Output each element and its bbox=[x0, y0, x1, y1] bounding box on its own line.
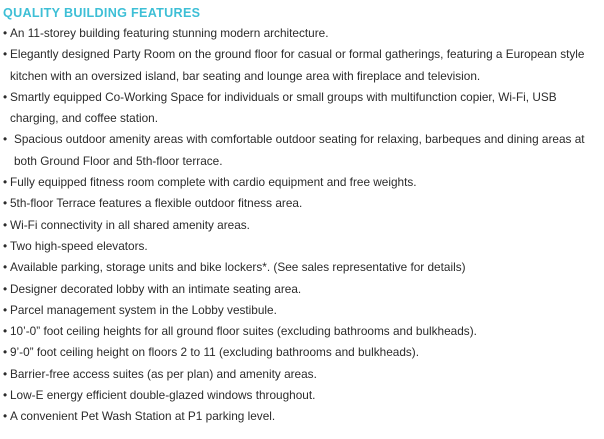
feature-text: Barrier-free access suites (as per plan) and amenity areas. bbox=[10, 366, 317, 381]
feature-item bbox=[3, 364, 601, 385]
feature-text: 10’-0” foot ceiling heights for all ground floor suites (excluding bathrooms and bulkheads). bbox=[10, 324, 477, 339]
bullet-icon: • bbox=[3, 196, 8, 211]
feature-text: Parcel management system in the Lobby vestibule. bbox=[10, 302, 277, 317]
bullet-icon: • bbox=[3, 132, 8, 147]
feature-item bbox=[3, 23, 601, 44]
feature-text: Available parking, storage units and bike lockers*. (See sales representative for details) bbox=[10, 260, 466, 275]
feature-item bbox=[3, 321, 601, 342]
feature-item bbox=[3, 257, 601, 278]
feature-item bbox=[3, 300, 601, 321]
bullet-icon: • bbox=[3, 89, 8, 104]
feature-text: Two high-speed elevators. bbox=[10, 238, 148, 253]
feature-text: 9’-0” foot ceiling height on floors 2 to 11 (excluding bathrooms and bulkheads). bbox=[10, 345, 419, 360]
bullet-icon: • bbox=[3, 345, 8, 360]
bullet-icon: • bbox=[3, 409, 8, 424]
feature-item bbox=[3, 279, 601, 300]
bullet-icon: • bbox=[3, 324, 8, 339]
bullet-icon: • bbox=[3, 238, 8, 253]
bullet-icon: • bbox=[3, 366, 8, 381]
bullet-icon: • bbox=[3, 302, 8, 317]
feature-item bbox=[3, 385, 601, 406]
feature-item bbox=[3, 342, 601, 363]
bullet-icon: • bbox=[3, 260, 8, 275]
feature-item bbox=[3, 44, 601, 87]
feature-item bbox=[3, 193, 601, 214]
feature-item bbox=[3, 87, 601, 130]
bullet-icon: • bbox=[3, 388, 8, 403]
feature-item bbox=[3, 236, 601, 257]
feature-text: Spacious outdoor amenity areas with comfortable outdoor seating for relaxing, barbeques and dining areas at both Ground Floor and 5th-floor terrace. bbox=[14, 132, 585, 168]
feature-text: 5th-floor Terrace features a flexible outdoor fitness area. bbox=[10, 196, 303, 211]
feature-text: Elegantly designed Party Room on the ground floor for casual or formal gatherings, featuring a European style kitchen with an oversized island, bar seating and lounge area with fireplace and television. bbox=[10, 47, 585, 83]
feature-text: Low-E energy efficient double-glazed windows throughout. bbox=[10, 388, 316, 403]
feature-item bbox=[3, 129, 601, 172]
bullet-icon: • bbox=[3, 217, 8, 232]
feature-text: A convenient Pet Wash Station at P1 parking level. bbox=[10, 409, 276, 424]
feature-item bbox=[3, 172, 601, 193]
features-section bbox=[3, 4, 601, 428]
feature-item bbox=[3, 215, 601, 236]
feature-text: An 11-storey building featuring stunning modern architecture. bbox=[10, 26, 329, 40]
feature-text: Designer decorated lobby with an intimate seating area. bbox=[10, 281, 302, 296]
bullet-icon: • bbox=[3, 281, 8, 296]
section-title: QUALITY BUILDING FEATURES bbox=[3, 6, 201, 20]
bullet-icon: • bbox=[3, 47, 8, 62]
feature-text: Smartly equipped Co-Working Space for individuals or small groups with multifunction copier, Wi-Fi, USB charging, and coffee station. bbox=[10, 89, 557, 126]
features-list bbox=[3, 23, 601, 428]
feature-text: Fully equipped fitness room complete with cardio equipment and free weights. bbox=[10, 175, 417, 190]
bullet-icon: • bbox=[3, 175, 8, 190]
feature-item bbox=[3, 406, 601, 427]
feature-text: Wi-Fi connectivity in all shared amenity areas. bbox=[10, 217, 250, 232]
bullet-icon: • bbox=[3, 26, 8, 40]
